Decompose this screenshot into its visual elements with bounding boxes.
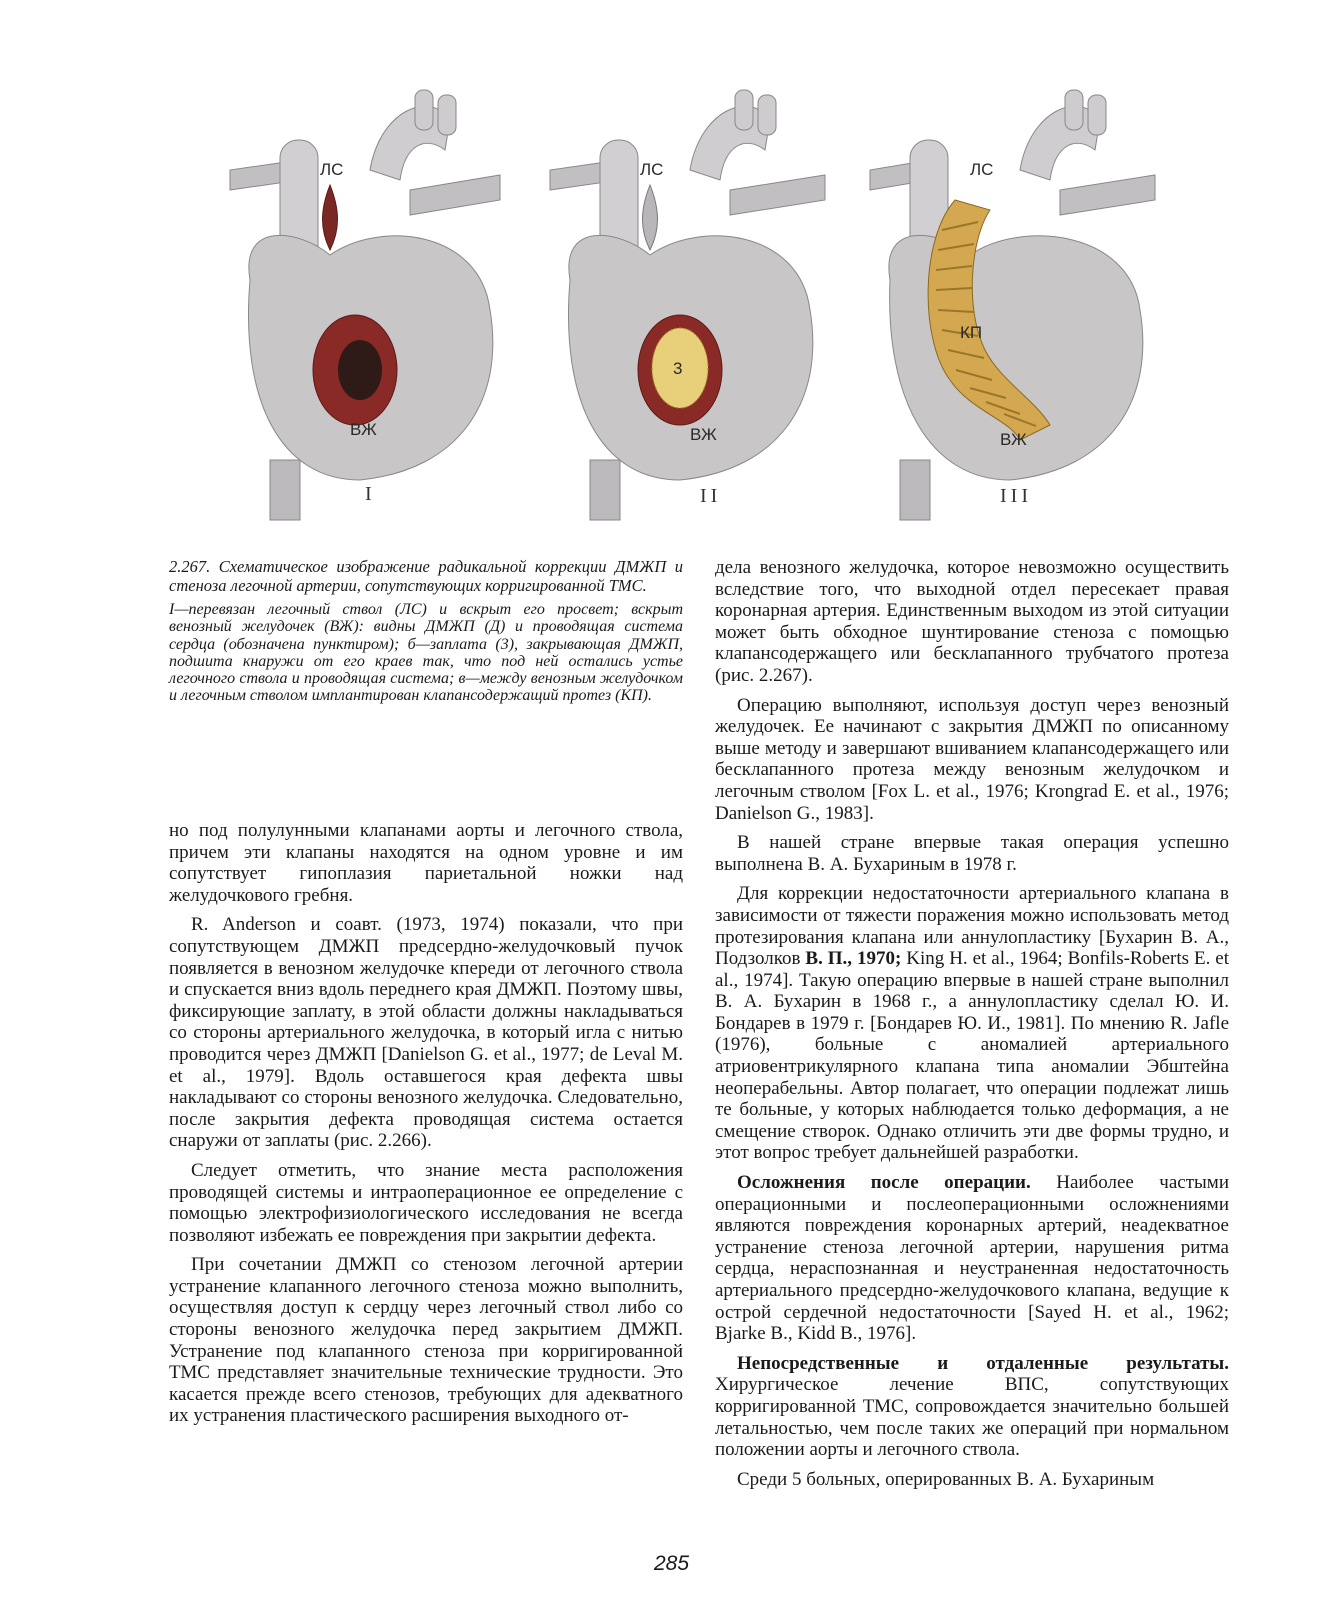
results-text: Хирургическое лечение ВПС, сопутствующих корригированной ТМС, сопровождается значительно большей летальностью, чем после таких же операций при нормальном положении аорты и легочного ствола. (715, 1374, 1229, 1461)
right-paragraph-6 (715, 1353, 1229, 1461)
label-vent-3: ВЖ (1000, 430, 1027, 449)
right-paragraph-4 (715, 883, 1229, 1164)
heart-diagram-1 (210, 80, 520, 530)
label-pulm-1: ЛС (320, 160, 344, 179)
panel-number-3: III (1000, 485, 1032, 507)
label-pulm-2: ЛС (640, 160, 664, 179)
pulmonary-opening-1 (323, 185, 338, 250)
right-paragraph-7: Среди 5 больных, оперированных В. А. Бухариным (737, 1468, 1155, 1490)
heart-panel-1 (210, 80, 520, 530)
vsd-defect-1 (338, 340, 382, 400)
panel-number-1: I (365, 483, 376, 505)
figure-caption (169, 557, 683, 705)
left-column (169, 820, 683, 1435)
right-paragraph-3: В нашей стране впервые такая операция успешно выполнена В. А. Бухариным в 1978 г. (715, 832, 1229, 875)
label-vent-2: ВЖ (690, 425, 717, 444)
pulmonary-ligated-2 (643, 185, 658, 250)
caption-text: I—перевязан легочный ствол (ЛС) и вскрыт его просвет; вскрыт венозный желудочек (ВЖ): видны ДМЖП (Д) и проводящая система сердца (обозначена пунктиром); б—заплата (3), закрывающая ДМЖП, подшита кнаружи от его краев так, что под ней остались устье легочного ствола и проводящая система; в—между венозным желудочком и легочным стволом имплантирован клапансодержащий протез (КП). (169, 601, 683, 705)
label-prosthesis-3: КП (960, 323, 983, 342)
right-paragraph-5 (715, 1172, 1229, 1345)
panel-number-2: II (700, 485, 722, 507)
left-paragraph-4: При сочетании ДМЖП со стенозом легочной артерии устранение клапанного легочного стеноза можно выполнить, осуществляя доступ к сердцу через легочный ствол либо со стороны венозного желудочка перед закрытием ДМЖП. Устранение под клапанного стеноза при корригированной ТМС представляет значительные технические трудности. Это касается прежде всего стенозов, требующих для адекватного их устранения пластического расширения выходного от- (169, 1254, 683, 1427)
figure-heart-illustrations (200, 80, 1190, 530)
right-paragraph-4-part-b: King H. et al., 1964; Bonfils-Roberts E. et al., 1974]. Такую операцию впервые в нашей стране выполнил В. А. Бухарин в 1968 г., а аннулопластику сделал Ю. И. Бондарев в 1979 г. [Бондарев Ю. И., 1981]. По мнению R. Jafle (1976), больные с аномалией артериального атриовентрикулярного клапана типа аномалии Эбштейна неоперабельны. Автор полагает, что операции подлежат лишь те больные, у которых наблюдается только деформация, а не смещение створок. Однако отличить эти две формы трудно, и этот вопрос требует дальнейшей разработки. (715, 948, 1229, 1164)
label-pulm-3: ЛС (970, 160, 994, 179)
heart-diagram-3 (860, 80, 1170, 530)
page-number: 285 (653, 1552, 690, 1575)
complications-heading: Осложнения после операции. (737, 1172, 1031, 1194)
results-heading: Непосредственные и отдаленные результаты. (737, 1352, 1229, 1374)
right-paragraph-2: Операцию выполняют, используя доступ через венозный желудочек. Ее начинают с закрытия ДМЖП по описанному выше методу и завершают вшиванием клапансодержащего или бесклапанного протеза между венозным желудочком и легочным стволом [Fox L. et al., 1976; Krongrad E. et al., 1976; Danielson G., 1983]. (715, 694, 1229, 824)
label-vent-1: ВЖ (350, 420, 377, 439)
left-paragraph-3: Следует отметить, что знание места расположения проводящей системы и интраоперационное ее определение с помощью электрофизиологического исследования не всегда позволяют избежать ее повреждения при закрытии дефекта. (169, 1159, 683, 1246)
right-paragraph-4-bold: В. П., 1970; (805, 948, 902, 970)
heart-diagram-2 (540, 80, 850, 530)
label-patch-2: 3 (673, 359, 683, 378)
heart-panel-2 (540, 80, 850, 530)
complications-text: Наиболее частыми операционными и послеоперационными осложнениями являются повреждения коронарных артерий, неадекватное устранение стеноза легочной артерии, нарушения ритма сердца, нераспознанная и неустраненная недостаточность артериального предсердно-желудочкового клапана, ведущие к острой сердечной недостаточности [Sayed H. et al., 1962; Bjarke B., Kidd B., 1976]. (715, 1172, 1229, 1345)
heart-panel-3 (860, 80, 1170, 530)
left-paragraph-2: R. Anderson и соавт. (1973, 1974) показали, что при сопутствующем ДМЖП предсердно-желудочковый пучок появляется в венозном желудочке кпереди от легочного ствола и спускается вниз вдоль переднего края ДМЖП. Поэтому швы, фиксирующие заплату, в этой области должны накладываться со стороны артериального желудочка, в который игла с нитью проводится через ДМЖП [Danielson G. et al., 1977; de Leval M. et al., 1979]. Вдоль оставшегося края дефекта швы накладывают со стороны венозного желудочка. Следовательно, после закрытия дефекта проводящая система остается снаружи от заплаты (рис. 2.266). (169, 914, 683, 1152)
caption-title: 2.267. Схематическое изображение радикальной коррекции ДМЖП и стеноза легочной артерии, сопутствующих корригированной ТМС. (169, 557, 683, 595)
right-paragraph-1: дела венозного желудочка, которое невозможно осуществить вследствие того, что выходной отдел пересекает правая коронарная артерия. Единственным выходом из этой ситуации может быть обходное шунтирование стеноза с помощью клапансодержащего или бесклапанного трубчатого протеза (рис. 2.267). (715, 557, 1229, 686)
right-paragraph-4-part-a: Для коррекции недостаточности артериального клапана в зависимости от тяжести поражения можно использовать метод протезирования клапана или аннулопластику [Бухарин В. А., Подзолков (715, 883, 1229, 970)
left-paragraph-1: но под полулунными клапанами аорты и легочного ствола, причем эти клапаны находятся на одном уровне и им сопутствует гипоплазия париетальной ножки над желудочкового гребня. (169, 820, 683, 906)
right-column (715, 557, 1229, 1498)
